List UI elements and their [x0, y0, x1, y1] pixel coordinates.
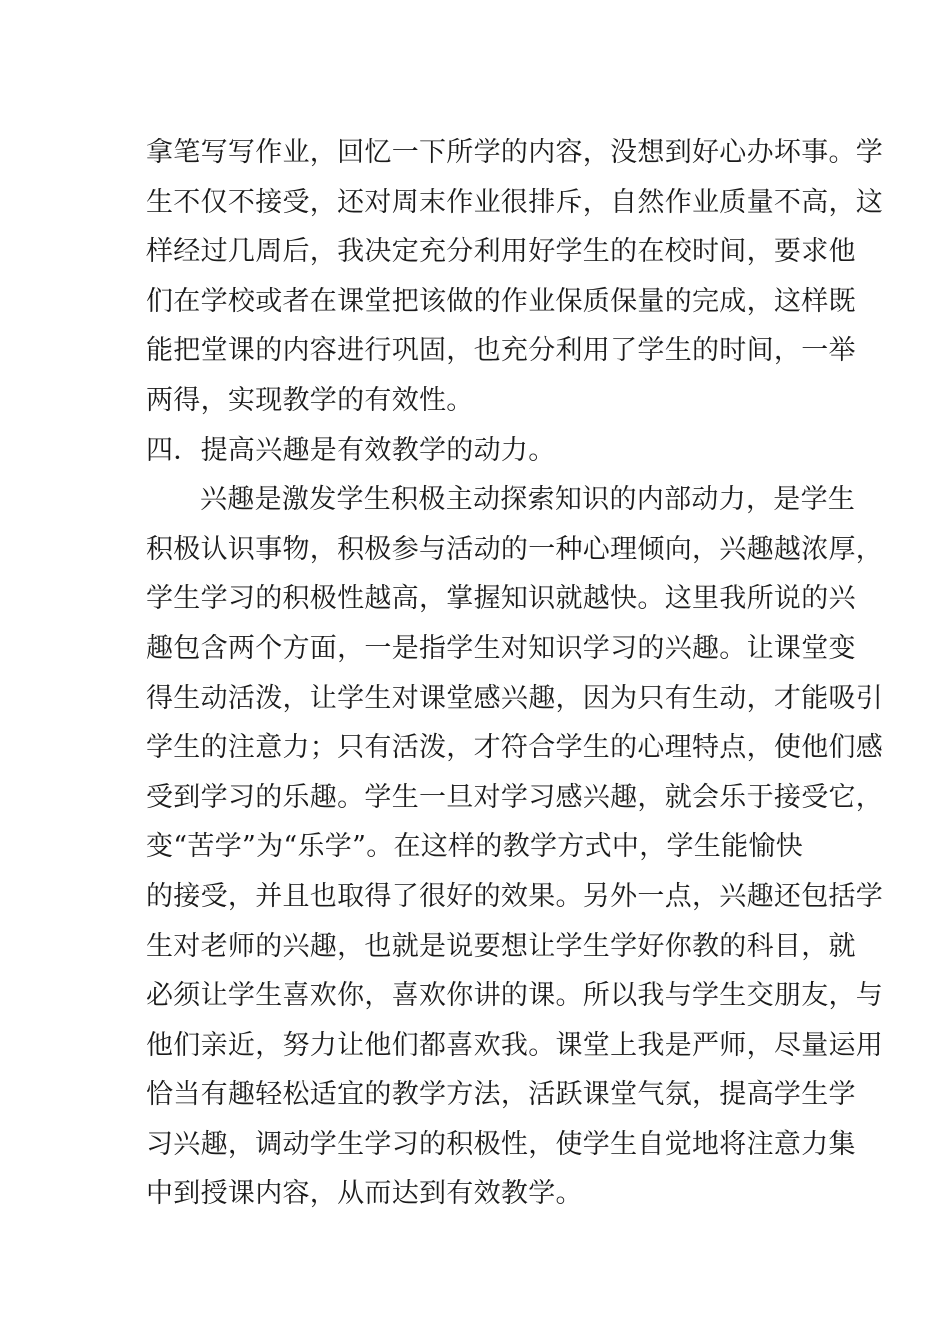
text-line: 们在学校或者在课堂把该做的作业保质保量的完成，这样既 — [146, 285, 856, 317]
text-line: 变“苦学”为“乐学”。在这样的教学方式中，学生能愉快 — [146, 831, 804, 863]
text-line: 两得，实现教学的有效性。 — [146, 384, 474, 416]
paragraph-continued — [146, 128, 884, 426]
text-line: 积极认识事物，积极参与活动的一种心理倾向，兴趣越浓厚， — [146, 533, 884, 565]
text-line: 能把堂课的内容进行巩固，也充分利用了学生的时间，一举 — [146, 335, 856, 367]
text-line: 拿笔写写作业，回忆一下所学的内容，没想到好心办坏事。学 — [146, 137, 884, 168]
text-line: 样经过几周后，我决定充分利用好学生的在校时间，要求他 — [146, 236, 856, 268]
body-text — [146, 128, 884, 1219]
text-line: 的接受，并且也取得了很好的效果。另外一点，兴趣还包括学 — [146, 880, 884, 912]
paragraph-interest — [146, 475, 884, 1219]
text-line: 得生动活泼，让学生对课堂感兴趣，因为只有生动，才能吸引 — [146, 682, 884, 714]
text-line: 他们亲近，努力让他们都喜欢我。课堂上我是严师，尽量运用 — [146, 1029, 884, 1061]
text-line: 习兴趣，调动学生学习的积极性，使学生自觉地将注意力集 — [146, 1128, 856, 1160]
text-line: 必须让学生喜欢你，喜欢你讲的课。所以我与学生交朋友，与 — [146, 980, 884, 1012]
text-line: 兴趣是激发学生积极主动探索知识的内部动力，是学生 — [200, 484, 856, 516]
text-line: 学生的注意力；只有活泼，才符合学生的心理特点，使他们感 — [146, 732, 884, 764]
text-line: 生对老师的兴趣，也就是说要想让学生学好你教的科目，就 — [146, 930, 856, 962]
text-line: 恰当有趣轻松适宜的教学方法，活跃课堂气氛，提高学生学 — [146, 1079, 856, 1111]
text-line: 受到学习的乐趣。学生一旦对学习感兴趣，就会乐于接受它， — [146, 781, 884, 813]
text-line: 生不仅不接受，还对周末作业很排斥，自然作业质量不高，这 — [146, 186, 884, 218]
text-line: 学生学习的积极性越高，掌握知识就越快。这里我所说的兴 — [146, 583, 856, 615]
section-heading: 四．提高兴趣是有效教学的动力。 — [146, 434, 556, 466]
text-line: 趣包含两个方面，一是指学生对知识学习的兴趣。让课堂变 — [146, 632, 856, 664]
text-line: 中到授课内容，从而达到有效教学。 — [146, 1178, 583, 1210]
